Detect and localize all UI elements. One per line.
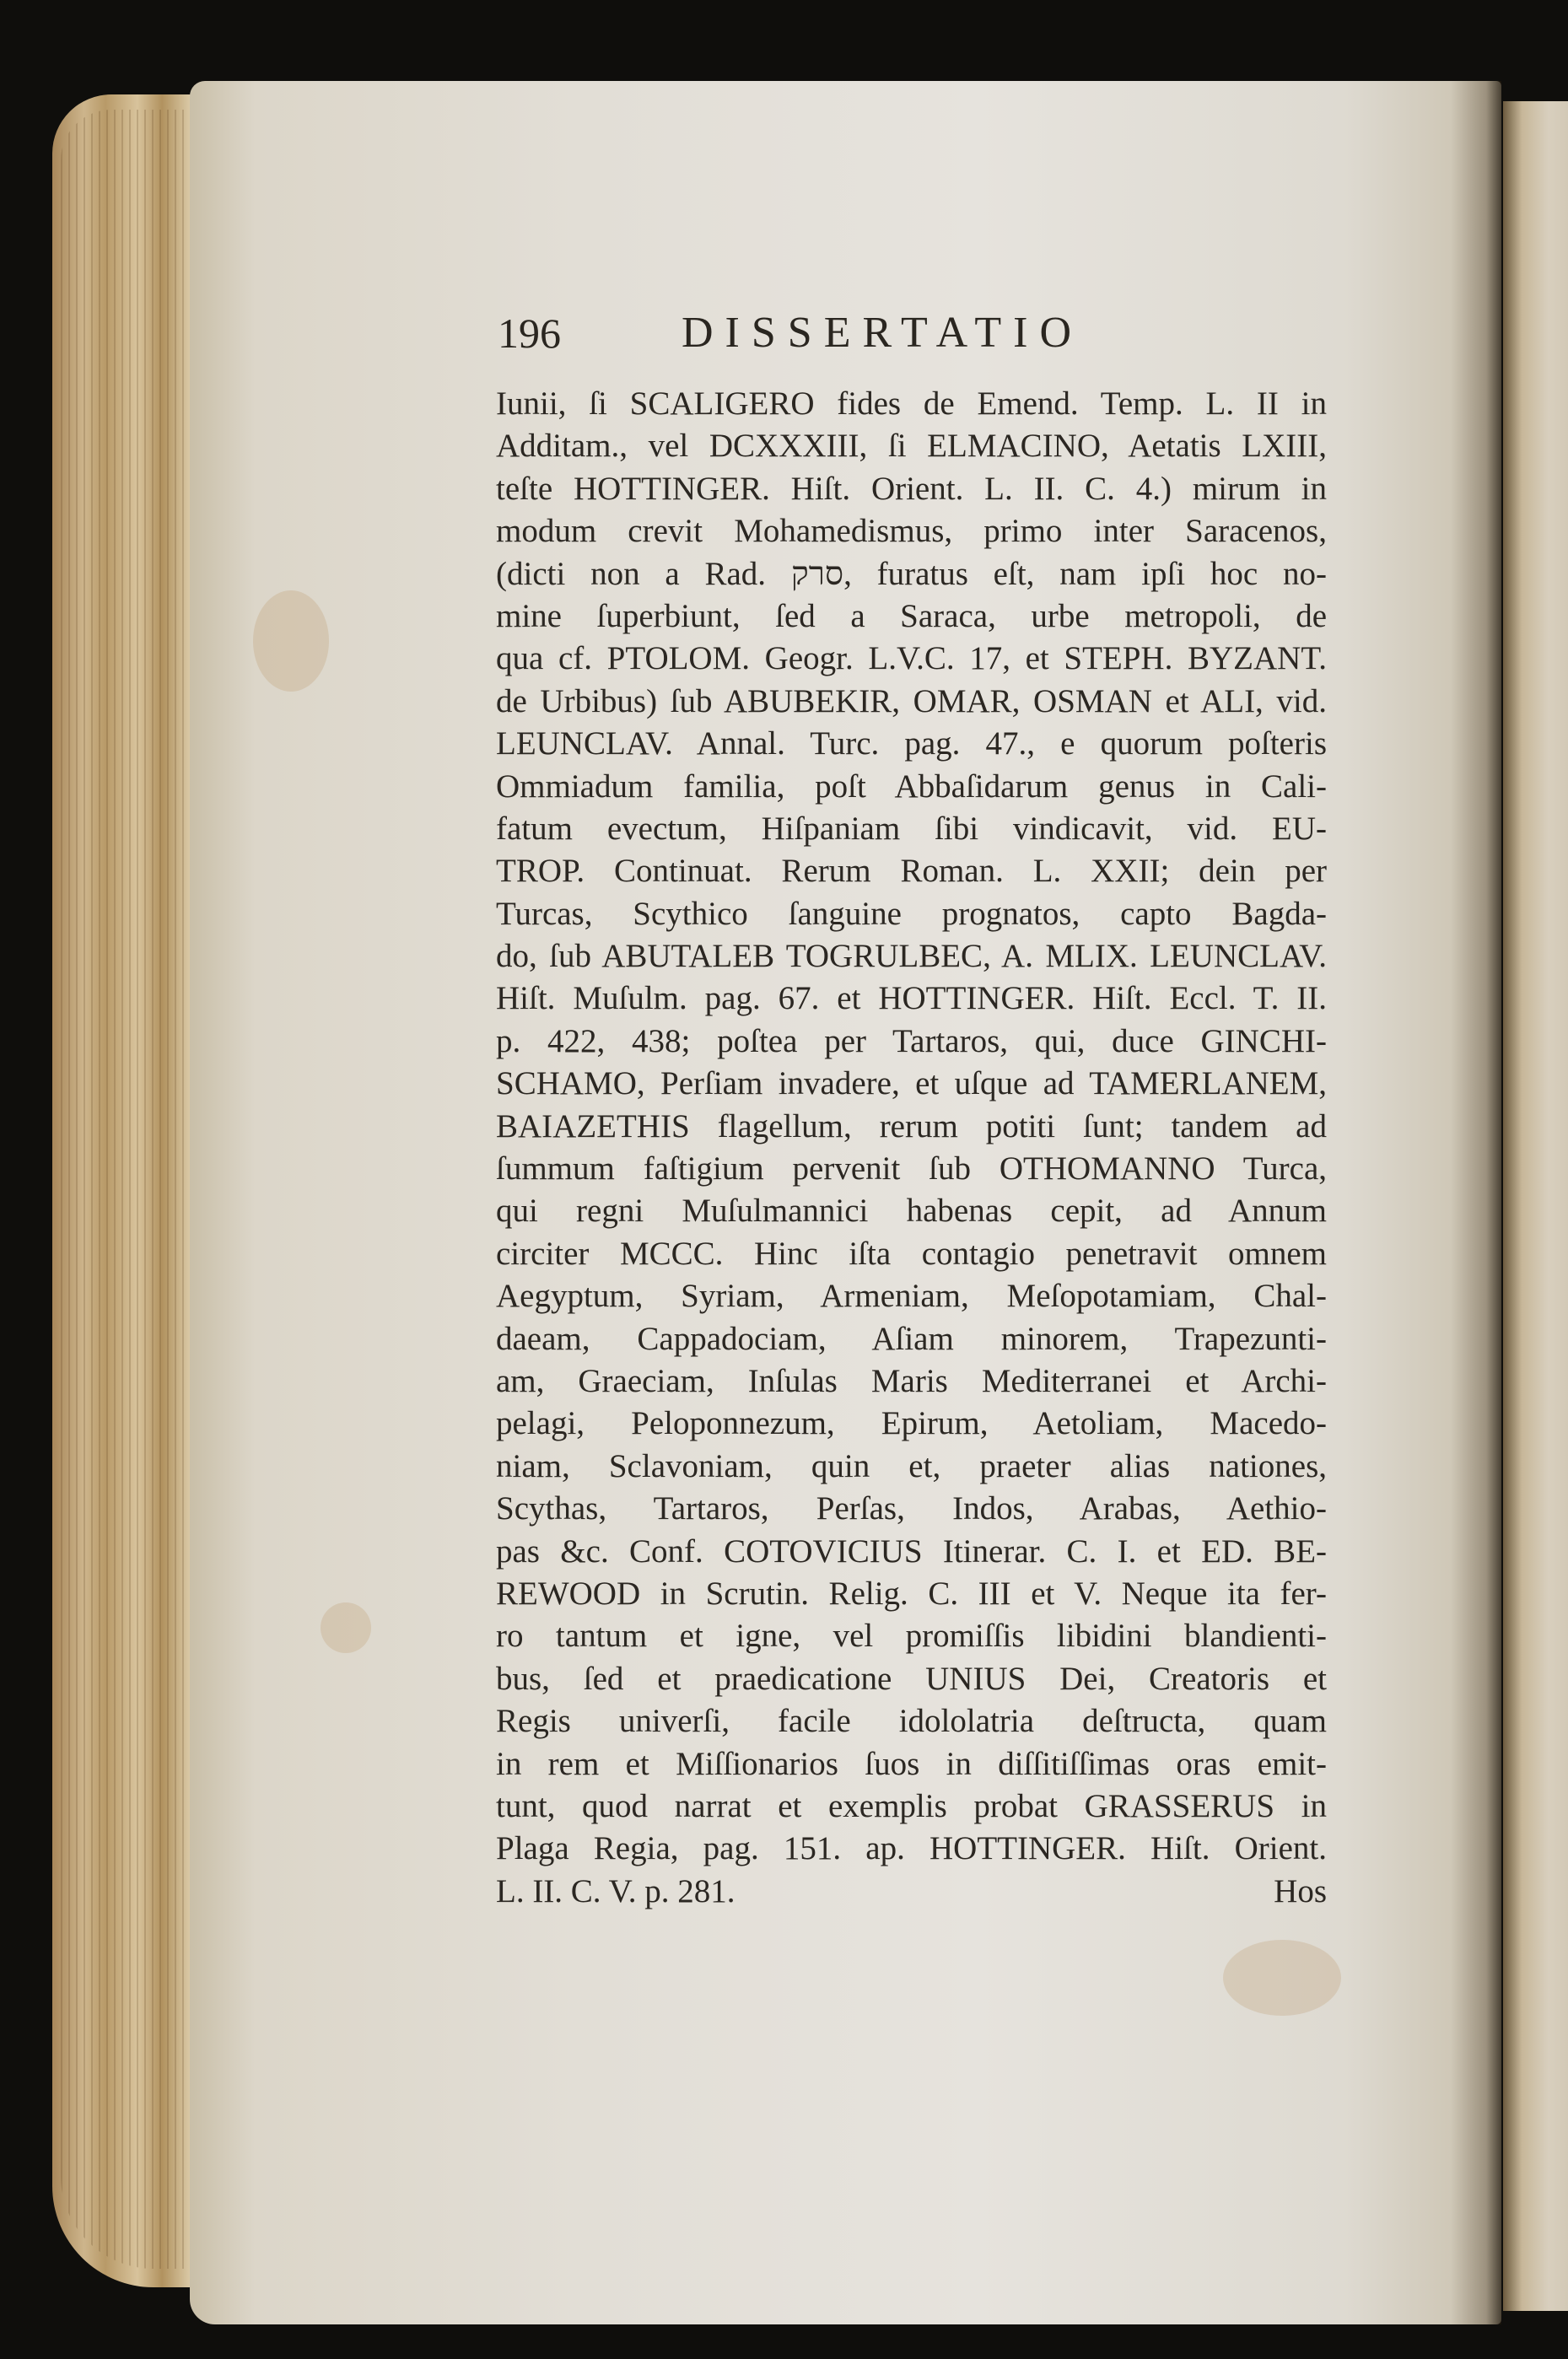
text-line: LEUNCLAV. Annal. Turc. pag. 47., e quorum poſteris [496,725,1327,762]
text-line: REWOOD in Scrutin. Relig. C. III et V. Neque ita fer- [496,1575,1327,1612]
text-line: teſte HOTTINGER. Hiſt. Orient. L. II. C. 4.) mirum in [496,470,1327,507]
text-line: Ommiadum familia, poſt Abbaſidarum genus in Cali- [496,767,1327,805]
text-line: qua cf. PTOLOM. Geogr. L.V.C. 17, et STEPH. BYZANT. [496,640,1327,677]
text-line: Turcas, Scythico ſanguine prognatos, capto Bagda- [496,895,1327,932]
text-block [496,383,1327,1913]
text-line: ſummum faſtigium pervenit ſub OTHOMANNO Turca, [496,1150,1327,1188]
text-line: Aegyptum, Syriam, Armeniam, Meſopotamiam, Chal- [496,1278,1327,1315]
text-line: bus, ſed et praedicatione UNIUS Dei, Creatoris et [496,1660,1327,1697]
text-line: tunt, quod narrat et exemplis probat GRASSERUS in [496,1787,1327,1824]
text-line: am, Graeciam, Inſulas Maris Mediterranei et Archi- [496,1362,1327,1399]
text-line: fatum evectum, Hiſpaniam ſibi vindicavit, vid. EU- [496,810,1327,847]
text-line: BAIAZETHIS flagellum, rerum potiti ſunt; tandem ad [496,1107,1327,1144]
final-line [496,1871,1327,1913]
text-line: circiter MCCC. Hinc iſta contagio penetravit omnem [496,1235,1327,1272]
page-header [498,304,1341,363]
text-line: de Urbibus) ſub ABUBEKIR, OMAR, OSMAN et ALI, vid. [496,682,1327,719]
text-line: pelagi, Peloponnezum, Epirum, Aetoliam, Macedo- [496,1405,1327,1442]
text-line: Additam., vel DCXXXIII, ſi ELMACINO, Aetatis LXIII, [496,428,1327,465]
text-line: Scythas, Tartaros, Perſas, Indos, Arabas, Aethio- [496,1490,1327,1527]
paper-stain [321,1602,371,1653]
text-line: Iunii, ſi SCALIGERO fides de Emend. Temp. L. II in [496,385,1327,422]
text-line: in rem et Miſſionarios ſuos in diſſitiſſimas oras emit- [496,1745,1327,1782]
text-line: Plaga Regia, pag. 151. ap. HOTTINGER. Hiſt. Orient. [496,1830,1327,1867]
text-line: p. 422, 438; poſtea per Tartaros, qui, duce GINCHI- [496,1022,1327,1059]
text-line: qui regni Muſulmannici habenas cepit, ad Annum [496,1193,1327,1230]
text-line: modum crevit Mohamedismus, primo inter Saracenos, [496,513,1327,550]
text-line: pas &c. Conf. COTOVICIUS Itinerar. C. I. et ED. BE- [496,1532,1327,1570]
text-line: ro tantum et igne, vel promiſſis libidini blandienti- [496,1618,1327,1655]
text-line: daeam, Cappadociam, Aſiam minorem, Trapezunti- [496,1320,1327,1357]
text-line: (dicti non a Rad. סרק, furatus eſt, nam ipſi hoc no- [496,555,1327,592]
running-head: DISSERTATIO [682,309,1084,357]
text-line: do, ſub ABUTALEB TOGRULBEC, A. MLIX. LEUNCLAV. [496,938,1327,975]
book-gutter-shadow [1451,81,1501,2324]
facing-page-edge [1503,101,1568,2311]
page-number: 196 [498,310,561,357]
text-line: SCHAMO, Perſiam invadere, et uſque ad TAMERLANEM, [496,1065,1327,1102]
text-line: TROP. Continuat. Rerum Roman. L. XXII; dein per [496,853,1327,890]
text-line: Regis univerſi, facile idololatria deſtructa, quam [496,1703,1327,1740]
catchword: Hos [1274,1872,1327,1909]
text-line: niam, Sclavoniam, quin et, praeter alias nationes, [496,1447,1327,1484]
text-line: Hiſt. Muſulm. pag. 67. et HOTTINGER. Hiſt. Eccl. T. II. [496,980,1327,1017]
text-line: mine ſuperbiunt, ſed a Saraca, urbe metropoli, de [496,597,1327,634]
paper-stain [1223,1940,1341,2016]
paper-stain [253,590,329,692]
text-line: L. II. C. V. p. 281. [496,1872,736,1909]
